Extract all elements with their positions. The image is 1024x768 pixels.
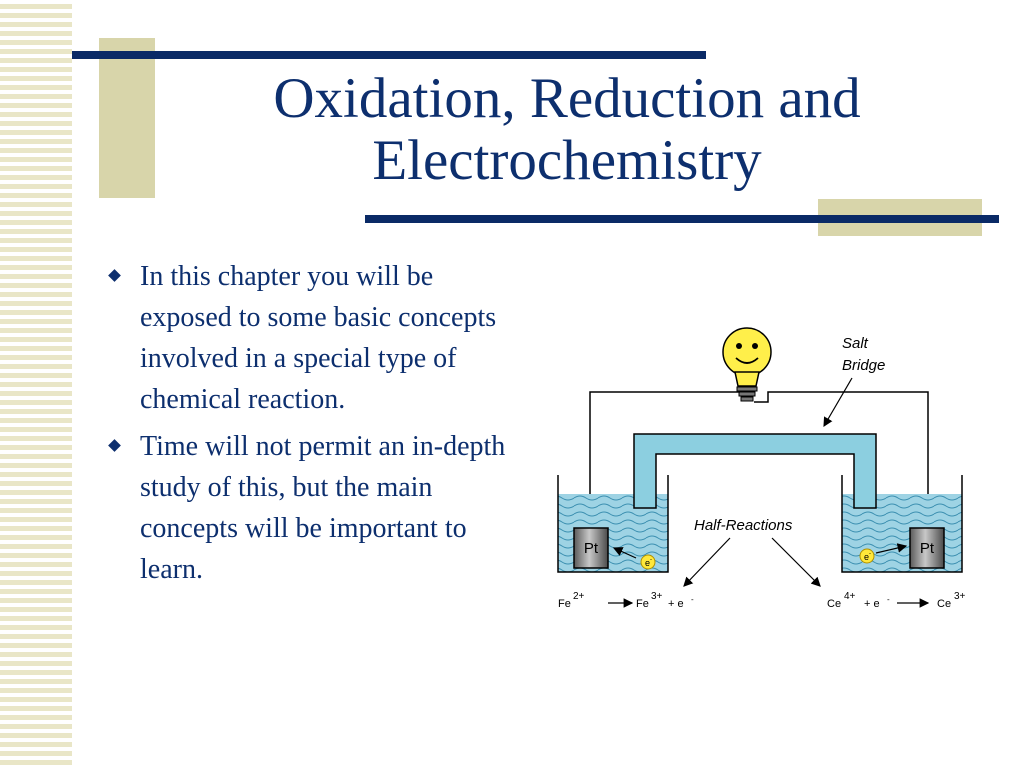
electrochemical-cell-diagram bbox=[550, 310, 990, 630]
platinum-electrode-icon bbox=[574, 528, 608, 568]
salt-bridge-label-line-1: Salt bbox=[842, 335, 868, 352]
salt-bridge-label-line-2: Bridge bbox=[842, 357, 886, 374]
slide-title bbox=[200, 68, 934, 192]
decorative-rule-top bbox=[72, 51, 706, 59]
bullet-item bbox=[104, 256, 524, 420]
electron-charge: - bbox=[869, 551, 871, 557]
bullet-text: Time will not permit an in-depth study of this, but the main concepts will be important to learn. bbox=[140, 431, 506, 585]
platinum-electrode-icon bbox=[910, 528, 944, 568]
half-reaction-right bbox=[827, 591, 966, 610]
product-charge: 3+ bbox=[954, 591, 966, 602]
electrode-label-left: Pt bbox=[583, 540, 599, 557]
electron-icon bbox=[860, 549, 874, 563]
product: Ce bbox=[937, 598, 952, 610]
light-bulb-icon bbox=[723, 328, 771, 401]
salt-bridge-tube bbox=[634, 434, 876, 508]
electron-icon bbox=[641, 555, 655, 569]
bullet-list bbox=[104, 256, 524, 596]
half-reaction-arrow-right bbox=[772, 538, 820, 586]
slide-title-line-1: Oxidation, Reduction and bbox=[273, 67, 861, 130]
product-charge: 3+ bbox=[651, 591, 663, 602]
electrode-label-right: Pt bbox=[919, 540, 935, 557]
salt-bridge-pointer-arrow bbox=[824, 378, 852, 426]
electron-term: + e bbox=[864, 598, 880, 610]
bullet-item bbox=[104, 426, 524, 590]
reactant-charge: 4+ bbox=[844, 591, 856, 602]
electron-term-charge: - bbox=[691, 595, 694, 604]
slide-title-line-2: Electrochemistry bbox=[372, 129, 762, 192]
diamond-bullet-icon bbox=[108, 439, 121, 452]
electron-term-charge: - bbox=[887, 595, 890, 604]
reactant: Ce bbox=[827, 598, 842, 610]
bullet-text: In this chapter you will be exposed to some basic concepts involved in a special type of chemical reaction. bbox=[140, 261, 497, 415]
product: Fe bbox=[636, 598, 649, 610]
decorative-square-top bbox=[99, 38, 155, 198]
electron-term: + e bbox=[668, 598, 684, 610]
half-reaction-left bbox=[558, 591, 694, 610]
electron-label: e bbox=[645, 558, 651, 568]
half-reaction-arrow-left bbox=[684, 538, 730, 586]
reactant-charge: 2+ bbox=[573, 591, 585, 602]
reactant: Fe bbox=[558, 598, 571, 610]
left-striped-border bbox=[0, 0, 72, 768]
electron-label: e bbox=[864, 552, 870, 562]
half-reactions-label: Half-Reactions bbox=[694, 517, 793, 534]
decorative-rule-bottom bbox=[365, 215, 999, 223]
diamond-bullet-icon bbox=[108, 269, 121, 282]
electron-charge: - bbox=[650, 557, 652, 563]
